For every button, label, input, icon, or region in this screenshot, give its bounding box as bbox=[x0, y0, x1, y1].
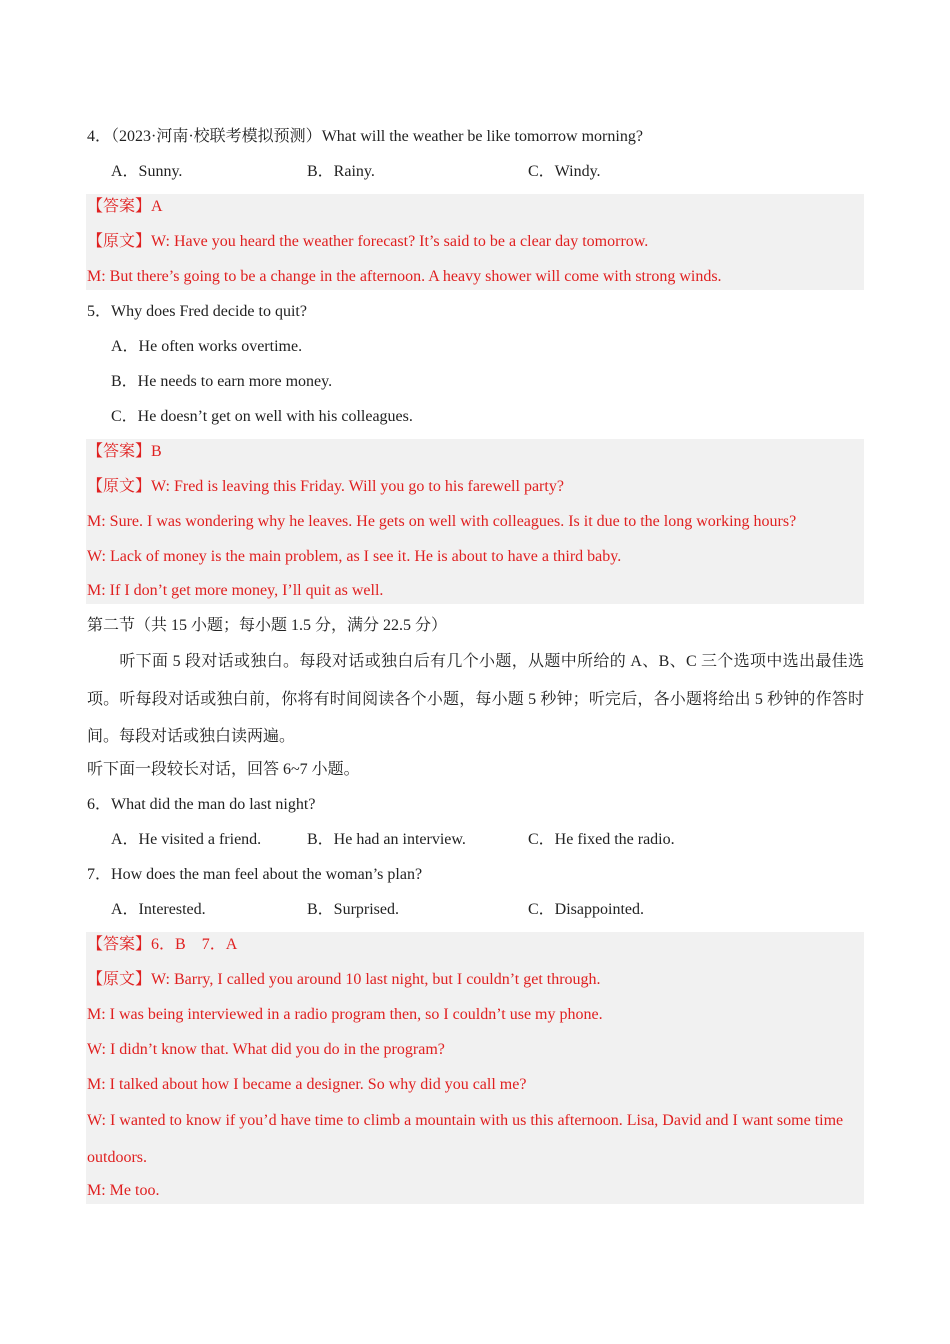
transcript-line: W: Lack of money is the main problem, as I see it. He is about to have a third baby. bbox=[87, 548, 622, 565]
question-number: 4． bbox=[87, 128, 112, 145]
transcript-label: 【原文】 bbox=[87, 233, 152, 250]
question-number: 7． bbox=[87, 866, 112, 883]
transcript-line: W: I didn’t know that. What did you do in the program? bbox=[87, 1041, 445, 1058]
transcript-line: M: But there’s going to be a change in the afternoon. A heavy shower will come with strong winds. bbox=[87, 268, 722, 285]
transcript-text: W: Fred is leaving this Friday. Will you go to his farewell party? bbox=[151, 478, 564, 495]
option-c: C．He doesn’t get on well with his colleagues. bbox=[111, 408, 413, 425]
question-source: （2023·河南·校联考模拟预测） bbox=[111, 128, 322, 145]
question-number: 5． bbox=[87, 303, 112, 320]
transcript-line: M: Sure. I was wondering why he leaves. He gets on well with colleagues. Is it due to the long working hours? bbox=[87, 513, 797, 530]
question-text: What did the man do last night? bbox=[111, 796, 316, 813]
question-4 bbox=[87, 126, 643, 148]
transcript-line: M: Me too. bbox=[87, 1182, 160, 1199]
transcript-text: W: Have you heard the weather forecast? It’s said to be a clear day tomorrow. bbox=[151, 233, 649, 250]
option-b: B．Surprised. bbox=[307, 901, 400, 918]
option-b: B．He needs to earn more money. bbox=[111, 373, 333, 390]
question-number: 6． bbox=[87, 796, 112, 813]
transcript-line: M: If I don’t get more money, I’ll quit as well. bbox=[87, 582, 384, 599]
transcript-line bbox=[87, 969, 601, 991]
option-a: A．He often works overtime. bbox=[111, 338, 303, 355]
option-a: A．Sunny. bbox=[111, 163, 183, 180]
answer-label: 【答案】 bbox=[87, 198, 152, 215]
answer-line bbox=[87, 441, 162, 463]
answer-value: 6．B 7．A bbox=[151, 936, 238, 953]
option-c: C．Disappointed. bbox=[528, 901, 644, 918]
option-c: C．Windy. bbox=[528, 163, 601, 180]
transcript-text: W: Barry, I called you around 10 last night, but I couldn’t get through. bbox=[151, 971, 601, 988]
option-a: A．He visited a friend. bbox=[111, 831, 262, 848]
answer-line bbox=[87, 934, 237, 956]
question-6 bbox=[87, 794, 315, 816]
transcript-line bbox=[87, 476, 564, 498]
instructions-text: 听下面 5 段对话或独白。每段对话或独白后有几个小题，从题中所给的 A、B、C 三个选项中选出最佳选项。听每段对话或独白前，你将有时间阅读各个小题，每小题 5 秒钟；听完后，各小题将给出 5 秒钟的作答时间。每段对话或独白读两遍。 bbox=[87, 653, 864, 745]
question-text: Why does Fred decide to quit? bbox=[111, 303, 307, 320]
answer-label: 【答案】 bbox=[87, 936, 152, 953]
transcript-line: M: I talked about how I became a designer. So why did you call me? bbox=[87, 1076, 527, 1093]
question-text: How does the man feel about the woman’s plan? bbox=[111, 866, 423, 883]
answer-label: 【答案】 bbox=[87, 443, 152, 460]
question-7 bbox=[87, 864, 422, 886]
option-c: C．He fixed the radio. bbox=[528, 831, 675, 848]
option-b: B．Rainy. bbox=[307, 163, 375, 180]
transcript-line bbox=[87, 231, 648, 253]
option-a: A．Interested. bbox=[111, 901, 206, 918]
option-b: B．He had an interview. bbox=[307, 831, 466, 848]
transcript-label: 【原文】 bbox=[87, 971, 152, 988]
answer-value: A bbox=[151, 198, 163, 215]
section-heading: 第二节（共 15 小题；每小题 1.5 分，满分 22.5 分） bbox=[87, 617, 448, 634]
question-text: What will the weather be like tomorrow morning? bbox=[321, 128, 643, 145]
transcript-line: M: I was being interviewed in a radio program then, so I couldn’t use my phone. bbox=[87, 1006, 603, 1023]
transcript-label: 【原文】 bbox=[87, 478, 152, 495]
section-instructions bbox=[87, 643, 864, 756]
transcript-line: W: I wanted to know if you’d have time to climb a mountain with us this afternoon. Lisa, David and I want some time outdoors. bbox=[87, 1112, 844, 1166]
sub-instruction: 听下面一段较长对话，回答 6~7 小题。 bbox=[87, 761, 360, 778]
question-5 bbox=[87, 301, 307, 323]
answer-value: B bbox=[151, 443, 162, 460]
answer-line bbox=[87, 196, 163, 218]
